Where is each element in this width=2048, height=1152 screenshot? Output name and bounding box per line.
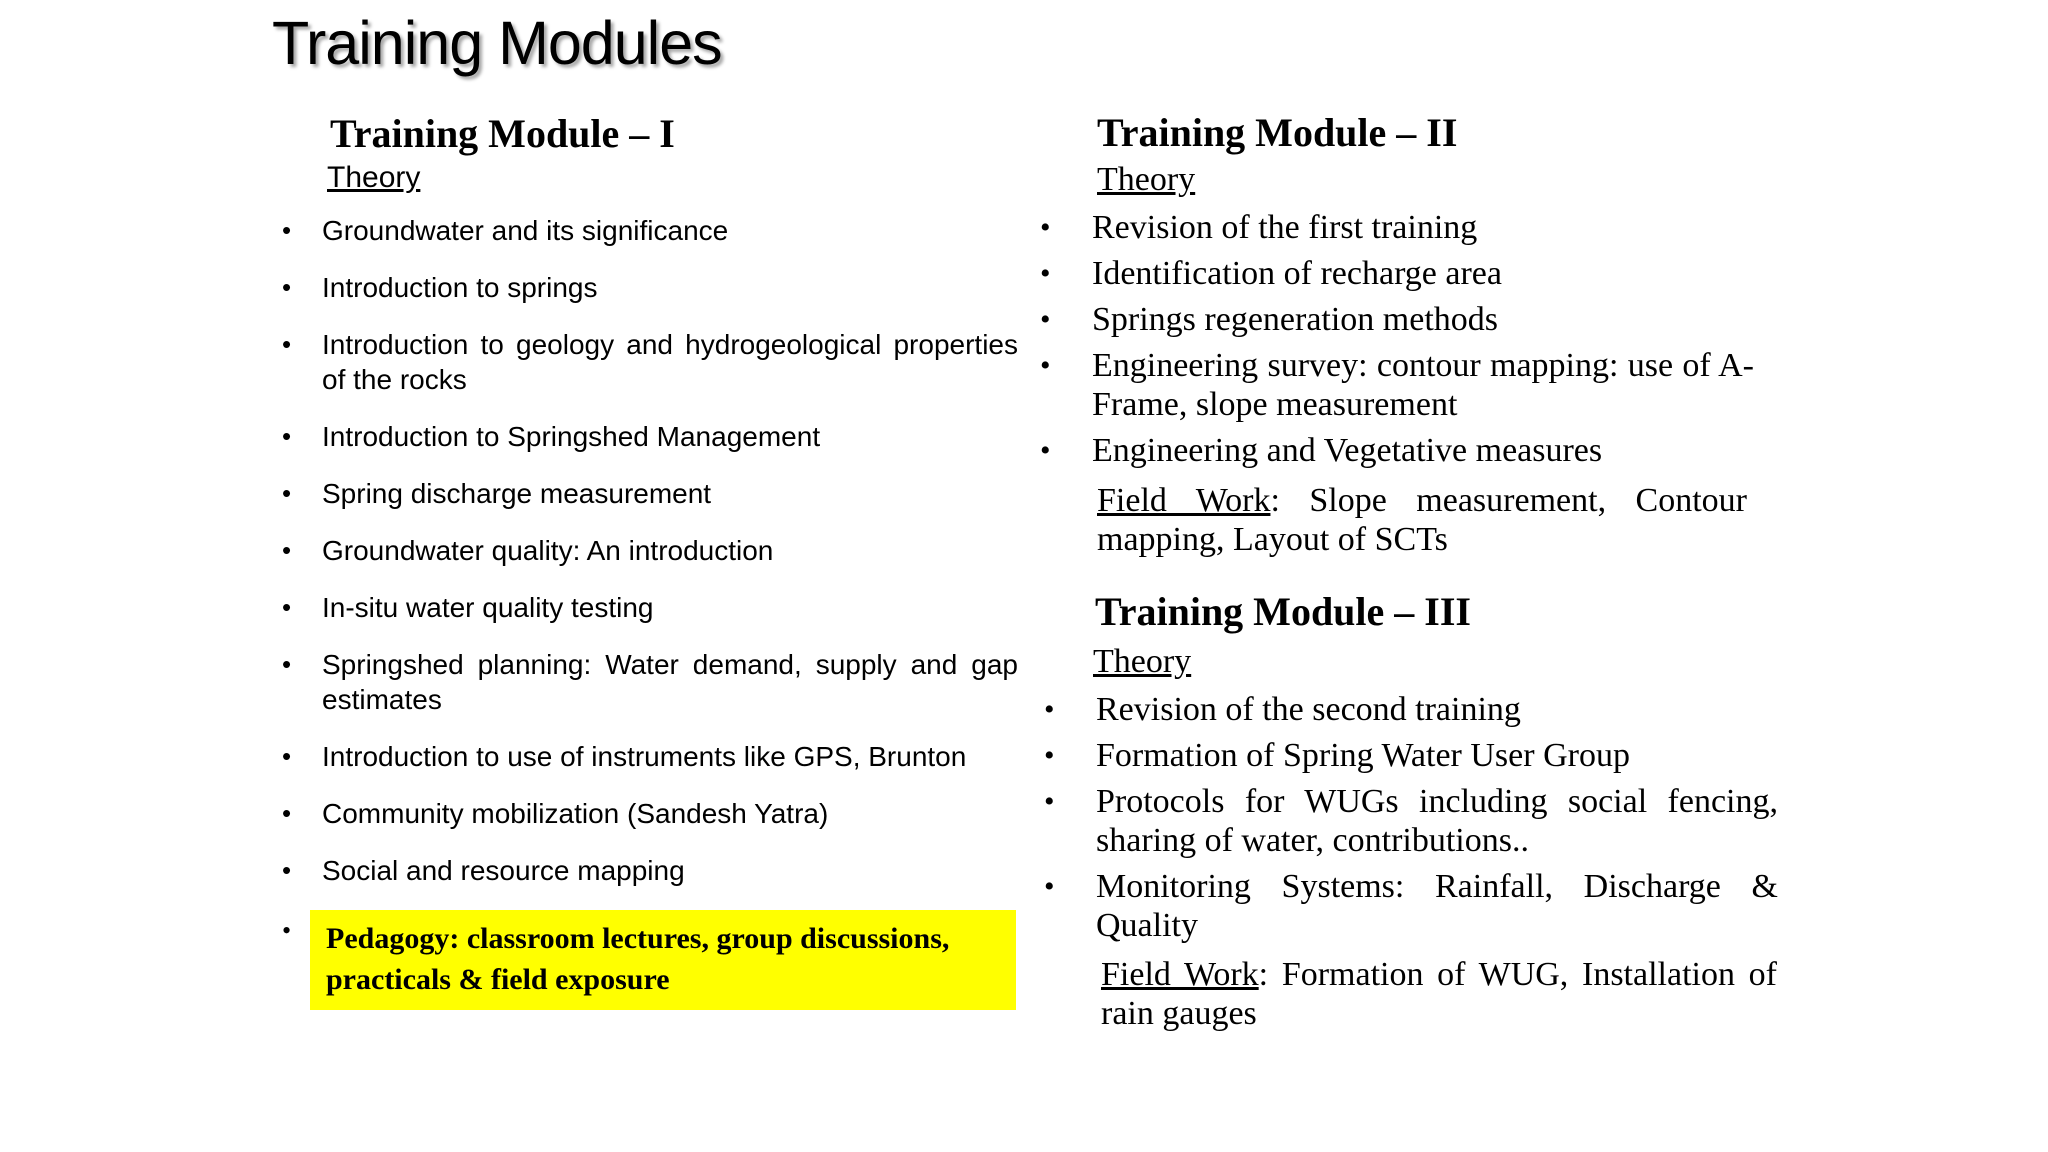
module-3-heading: Training Module – III xyxy=(1095,589,1471,634)
bullet-icon: • xyxy=(1040,349,1051,382)
bullet-icon: • xyxy=(1040,211,1051,244)
list-item: • Introduction to geology and hydrogeological properties of the rocks xyxy=(282,329,1018,395)
list-item: • Identification of recharge area xyxy=(1040,255,1502,292)
bullet-icon: • xyxy=(1044,693,1055,726)
module-2-theory-label: Theory xyxy=(1097,161,1196,198)
list-item: • Introduction to springs xyxy=(282,272,598,303)
bullet-icon: • xyxy=(282,916,292,945)
fieldwork-text: : Slope measurement, Contour mapping, Layout of SCTs xyxy=(1097,482,1747,558)
list-item: • Groundwater quality: An introduction xyxy=(282,535,774,566)
module-2-heading: Training Module – II xyxy=(1097,110,1458,155)
list-item: • Spring discharge measurement xyxy=(282,478,712,509)
bullet-icon: • xyxy=(1044,785,1055,818)
list-item: • Revision of the first training xyxy=(1040,209,1478,246)
list-item: • Engineering and Vegetative measures xyxy=(1040,432,1603,469)
bullet-icon: • xyxy=(282,421,292,451)
list-item: • Protocols for WUGs including social fencing, sharing of water, contributions.. xyxy=(1044,783,1778,859)
list-item: • Engineering survey: contour mapping: use of A-Frame, slope measurement xyxy=(1040,347,1754,423)
pedagogy-highlight: • Pedagogy: classroom lectures, group discussions, practicals & field exposure xyxy=(310,910,1016,1010)
list-item: • Monitoring Systems: Rainfall, Discharge & Quality xyxy=(1044,868,1778,944)
list-item: • Groundwater and its significance xyxy=(282,215,729,246)
list-item: • Introduction to use of instruments like GPS, Brunton xyxy=(282,741,967,772)
bullet-icon: • xyxy=(282,478,292,508)
module-1-topic-list xyxy=(278,213,1018,1032)
module-2-fieldwork xyxy=(1097,481,1747,559)
fieldwork-text: : Formation of WUG, Installation of rain gauges xyxy=(1101,956,1777,1032)
list-item: • Springshed planning: Water demand, supply and gap estimates xyxy=(282,649,1018,715)
bullet-icon: • xyxy=(282,215,292,245)
bullet-icon: • xyxy=(282,592,292,622)
bullet-icon: • xyxy=(1044,870,1055,903)
bullet-icon: • xyxy=(1040,257,1051,290)
list-item: • Springs regeneration methods xyxy=(1040,301,1499,338)
fieldwork-label: Field Work xyxy=(1101,956,1259,993)
fieldwork-label: Field Work xyxy=(1097,482,1271,519)
list-item: • In-situ water quality testing xyxy=(282,592,654,623)
bullet-icon: • xyxy=(282,798,292,828)
module-1-heading: Training Module – I xyxy=(330,111,675,156)
page-title: Training Modules xyxy=(272,9,722,77)
list-item: • Social and resource mapping xyxy=(282,855,685,886)
list-item: • Formation of Spring Water User Group xyxy=(1044,737,1630,774)
bullet-icon: • xyxy=(282,272,292,302)
module-2-topic-list xyxy=(1034,208,1754,477)
bullet-icon: • xyxy=(282,855,292,885)
list-item: • Revision of the second training xyxy=(1044,691,1521,728)
module-3-topic-list xyxy=(1038,690,1778,952)
module-3-theory-label: Theory xyxy=(1093,643,1192,680)
list-item: • Introduction to Springshed Management xyxy=(282,421,821,452)
bullet-icon: • xyxy=(1044,739,1055,772)
bullet-icon: • xyxy=(282,649,292,679)
list-item: • Community mobilization (Sandesh Yatra) xyxy=(282,798,829,829)
bullet-icon: • xyxy=(282,329,292,359)
bullet-icon: • xyxy=(1040,303,1051,336)
bullet-icon: • xyxy=(1040,434,1051,467)
module-3-fieldwork xyxy=(1101,955,1777,1033)
bullet-icon: • xyxy=(282,535,292,565)
module-1-theory-label: Theory xyxy=(327,161,421,194)
bullet-icon: • xyxy=(282,741,292,771)
